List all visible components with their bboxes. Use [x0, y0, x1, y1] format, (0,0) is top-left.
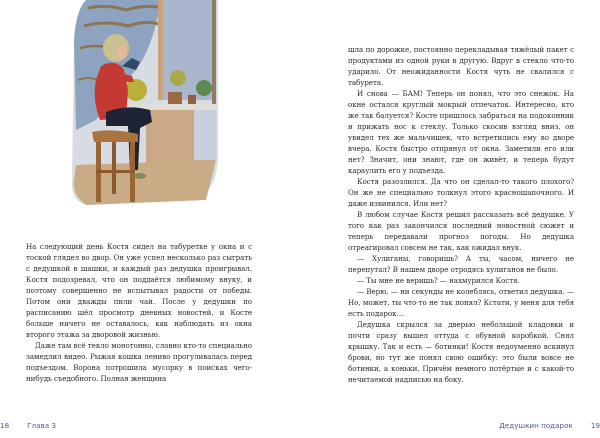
dialogue-line: — Ты мне не веришь? — нахмурился Костя. — [357, 276, 520, 285]
paragraph: шла по дорожке, постоянно перекладывая тяжёлый пакет с продуктами из одной руки в другую. Вдруг в стекло что-то ударило. От неожиданности Костя чуть не свалился с табурета. — [348, 45, 574, 87]
paragraph: В любом случае Костя решил рассказать всё дедушке. У того как раз закончился последний новостной сюжет и теперь передавали прогноз погоды. Но дедушка отреагировал совсем не так, как ожидал внук. — [348, 210, 574, 252]
left-page-footer — [0, 421, 56, 430]
paragraph: Костя разозлился. Да что он сделал-то такого плохого? Он же не специально толкнул этого красношапочного. И даже извинился. Или нет? — [348, 177, 574, 208]
running-head-title: Дедушкин подарок — [499, 421, 573, 430]
dialogue-line: — Верю, — ни секунды не колеблясь, ответил дедушка. — Но, может, ты что-то не так понял? Кстати, у меня для тебя есть подарок… — [348, 287, 574, 318]
paragraph: Даже там всё текло монотонно, словно кто-то специально замедлил видео. Рыжая кошка лениво прогуливалась перед подъездом. Ворона потрошила мусорку в поисках чего-нибудь съедобного. Полная женщина — [26, 341, 252, 383]
page-number: 18 — [0, 421, 10, 430]
paragraph: На следующий день Костя сидел на табуретке у окна и с тоской глядел во двор. Он уже успел несколько раз сыграть с дедушкой в шашки, и каждый раз дедушка проигрывал. Костя подозревал, что он поддаётся любимому внуку, и поэтому совершенно не испытывал радости от победы. Потом они дважды пили чай. После у дедушки по расписанию шёл просмотр дневных новостей, и Косте больше ничего не оставалось, как наблюдать из окна второго этажа за дворовой жизнью. — [26, 242, 252, 339]
paragraph: И снова — БАМ! Теперь он понял, что это снежок. На окне остался круглый мокрый отпечаток. Интересно, кто же так балуется? Косте пришлось забраться на подоконник и прижать нос к стеклу. Только скосив взгляд вниз, он увидел тех же мальчишек, что встретились ему во дворе вчера. Костя быстро отпрянул от окна. Заметили его или нет? Значит, они знают, где он живёт, и теперь будут караулить его у подъезда. — [348, 89, 574, 175]
dialogue-line: — Хулиганы, говоришь? А ты, часом, ничего не перепутал? В нашем дворе отродясь хулиганов не было. — [348, 254, 574, 274]
right-page-body-text — [348, 44, 574, 385]
page-number: 19 — [590, 421, 600, 430]
running-head-chapter: Глава 3 — [27, 421, 57, 430]
left-page-body-text — [26, 241, 252, 384]
right-page-footer — [499, 421, 600, 430]
paragraph: Дедушка скрылся за дверью небольшой кладовки и почти сразу вышел оттуда с обувной коробкой. Снял крышку. Так и есть — ботинки! Костя недоуменно вскинул брови, но тут же понял свою ошибку: это были вовсе не ботинки, а коньки. Причём немного потёртые и с какой-то нечитаемой надписью на боку. — [348, 320, 574, 384]
boy-at-window-illustration — [66, 0, 226, 210]
right-page — [300, 0, 600, 438]
